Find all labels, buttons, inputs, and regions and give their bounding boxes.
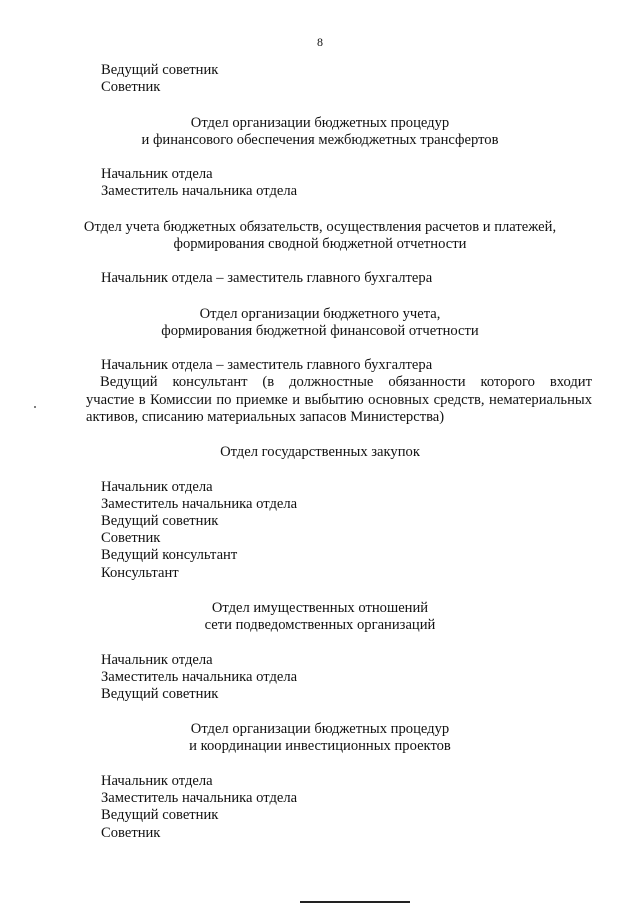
- list-item: Заместитель начальника отдела: [101, 669, 298, 685]
- list-item: Начальник отдела – заместитель главного бухгалтера: [101, 357, 433, 373]
- list-item: Советник: [101, 825, 161, 841]
- scan-edge-mark: [300, 901, 410, 903]
- section-title: формирования бюджетной финансовой отчетности: [161, 323, 479, 339]
- paragraph-line: Ведущий консультант (в должностные обязанности которого входит: [100, 374, 592, 390]
- list-item: Заместитель начальника отдела: [101, 183, 298, 199]
- list-item: Начальник отдела: [101, 652, 213, 668]
- section-title: сети подведомственных организаций: [204, 617, 436, 633]
- section-title: Отдел учета бюджетных обязательств, осуществления расчетов и платежей,: [83, 219, 557, 235]
- section-title: формирования сводной бюджетной отчетности: [173, 236, 467, 252]
- list-item: Ведущий советник: [101, 807, 219, 823]
- paragraph-line: участие в Комиссии по приемке и выбытию основных средств, нематериальных: [86, 392, 592, 408]
- list-item: Заместитель начальника отдела: [101, 496, 298, 512]
- section-title: Отдел организации бюджетных процедур: [190, 115, 450, 131]
- list-item: Начальник отдела: [101, 773, 213, 789]
- list-item: Ведущий консультант: [101, 547, 238, 563]
- list-item: Заместитель начальника отдела: [101, 790, 298, 806]
- section-title: Отдел имущественных отношений: [211, 600, 429, 616]
- list-item: Начальник отдела: [101, 166, 213, 182]
- list-item: Начальник отдела: [101, 479, 213, 495]
- list-item: Ведущий советник: [101, 686, 219, 702]
- list-item: Ведущий советник: [101, 513, 219, 529]
- list-item: Ведущий советник: [101, 62, 219, 78]
- section-title: Отдел организации бюджетных процедур: [190, 721, 450, 737]
- list-item: Советник: [101, 79, 161, 95]
- page-number: 8: [317, 35, 323, 49]
- list-item: Начальник отдела – заместитель главного бухгалтера: [101, 270, 433, 286]
- section-title: Отдел организации бюджетного учета,: [199, 306, 441, 322]
- section-title: и координации инвестиционных проектов: [189, 738, 451, 754]
- list-item: Консультант: [101, 565, 179, 581]
- section-title: Отдел государственных закупок: [220, 444, 420, 460]
- paragraph-line: активов, списанию материальных запасов Министерства): [86, 409, 445, 425]
- scan-speck: [34, 406, 36, 408]
- list-item: Советник: [101, 530, 161, 546]
- section-title: и финансового обеспечения межбюджетных трансфертов: [141, 132, 499, 148]
